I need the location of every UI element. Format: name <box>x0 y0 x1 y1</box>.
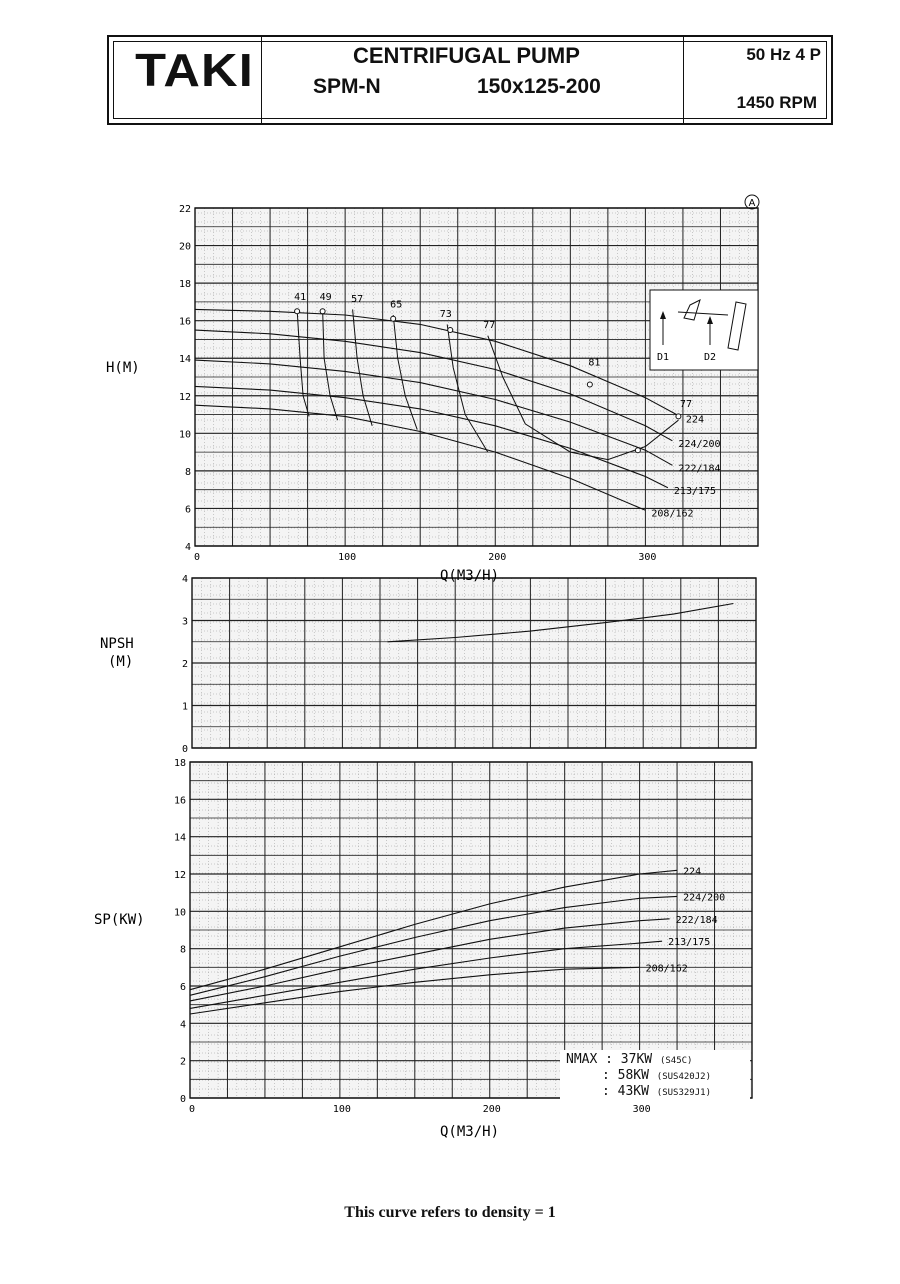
npsh-y-tick-3: 3 <box>181 616 188 628</box>
power-x-tick-3: 300 <box>632 1104 651 1115</box>
head-x-axis-label: Q(M3/H) <box>440 568 500 584</box>
npsh-axis-label-1: NPSH <box>100 636 134 652</box>
power-y-tick-9: 18 <box>173 758 186 769</box>
nmax-material-1: (S45C) <box>659 1056 693 1066</box>
efficiency-label-7: 77 <box>679 399 692 411</box>
nmax-value-3: 43KW <box>617 1084 649 1099</box>
nmax-colon-3: : <box>602 1084 610 1099</box>
power-curve-label-4: 208/162 <box>645 963 688 975</box>
efficiency-label-0: 41 <box>294 292 307 304</box>
power-y-tick-5: 10 <box>173 907 186 919</box>
npsh-y-tick-1: 1 <box>181 701 188 713</box>
d2-label: D2 <box>704 352 717 363</box>
head-y-tick-9: 22 <box>178 204 191 215</box>
efficiency-label-4: 73 <box>439 308 452 320</box>
operating-point-3 <box>448 328 453 333</box>
efficiency-label-1: 49 <box>319 292 332 304</box>
head-x-tick-0: 0 <box>193 552 201 563</box>
head-y-tick-2: 8 <box>184 466 191 478</box>
power-y-tick-1: 2 <box>179 1056 186 1068</box>
head-axis-label: H(M) <box>106 360 140 376</box>
pump-model: SPM-N <box>313 75 381 98</box>
power-x-axis-label: Q(M3/H) <box>440 1124 500 1140</box>
head-y-tick-1: 6 <box>184 504 191 516</box>
head-y-tick-5: 14 <box>178 354 191 366</box>
power-curve-label-0: 224 <box>683 866 702 878</box>
npsh-y-tick-0: 0 <box>181 744 188 755</box>
head-y-tick-4: 12 <box>178 391 191 403</box>
nmax-value-2: 58KW <box>617 1068 649 1083</box>
power-y-tick-2: 4 <box>179 1019 186 1031</box>
nmax-table <box>560 1050 750 1100</box>
power-y-tick-6: 12 <box>173 870 186 881</box>
power-y-tick-8: 16 <box>173 795 186 807</box>
operating-point-4 <box>587 382 592 387</box>
efficiency-label-2: 57 <box>351 293 364 305</box>
efficiency-label-5: 77 <box>483 320 496 332</box>
head-x-tick-3: 300 <box>638 552 657 563</box>
efficiency-label-6: 81 <box>588 357 601 369</box>
power-curve-label-2: 222/184 <box>675 914 718 926</box>
nmax-label: NMAX : <box>566 1052 613 1067</box>
head-curve-label-3: 213/175 <box>673 485 717 497</box>
npsh-y-tick-2: 2 <box>181 659 188 670</box>
npsh-y-tick-4: 4 <box>181 574 188 585</box>
nmax-colon-2: : <box>602 1068 610 1083</box>
power-axis-label: SP(KW) <box>94 912 145 928</box>
head-curve-label-2: 222/184 <box>678 463 721 475</box>
head-y-tick-3: 10 <box>178 429 191 441</box>
operating-point-6 <box>635 448 640 453</box>
nmax-material-3: (SUS329J1) <box>656 1088 711 1098</box>
head-y-tick-7: 18 <box>178 279 191 291</box>
operating-point-2 <box>391 316 396 321</box>
power-x-tick-0: 0 <box>188 1104 196 1115</box>
npsh-axis-label-2: (M) <box>108 654 134 670</box>
density-note: This curve refers to density = 1 <box>344 1204 556 1221</box>
head-curve-label-1: 224/200 <box>678 438 721 450</box>
head-curve-label-4: 208/162 <box>651 508 694 520</box>
power-y-tick-0: 0 <box>179 1094 186 1105</box>
nmax-value-1: 37KW <box>620 1052 653 1067</box>
efficiency-label-3: 65 <box>390 299 403 311</box>
head-x-tick-2: 200 <box>488 552 507 563</box>
head-y-tick-0: 4 <box>184 542 191 553</box>
rotation-speed: 1450 RPM <box>736 93 817 112</box>
circle-mark-letter: A <box>748 198 756 209</box>
nmax-material-2: (SUS420J2) <box>656 1072 711 1082</box>
pump-title: CENTRIFUGAL PUMP <box>353 43 580 68</box>
operating-point-0 <box>295 309 300 314</box>
head-curve-label-0: 224 <box>685 414 704 426</box>
brand-logo: TAKI <box>135 44 254 96</box>
frequency-poles: 50 Hz 4 P <box>746 45 821 64</box>
d1-label: D1 <box>657 352 670 363</box>
power-x-tick-2: 200 <box>482 1104 501 1115</box>
power-curve-label-3: 213/175 <box>668 937 711 949</box>
operating-point-1 <box>320 309 325 314</box>
power-y-tick-3: 6 <box>179 982 186 993</box>
impeller-diagram <box>650 290 758 370</box>
head-y-tick-8: 20 <box>178 241 191 253</box>
head-x-tick-1: 100 <box>338 552 357 563</box>
pump-size: 150x125-200 <box>477 75 601 98</box>
power-x-tick-1: 100 <box>332 1104 351 1115</box>
operating-point-5 <box>676 414 681 419</box>
power-curve-label-1: 224/200 <box>683 892 726 904</box>
head-y-tick-6: 16 <box>178 316 191 328</box>
power-y-tick-4: 8 <box>179 944 186 956</box>
power-y-tick-7: 14 <box>173 832 186 844</box>
